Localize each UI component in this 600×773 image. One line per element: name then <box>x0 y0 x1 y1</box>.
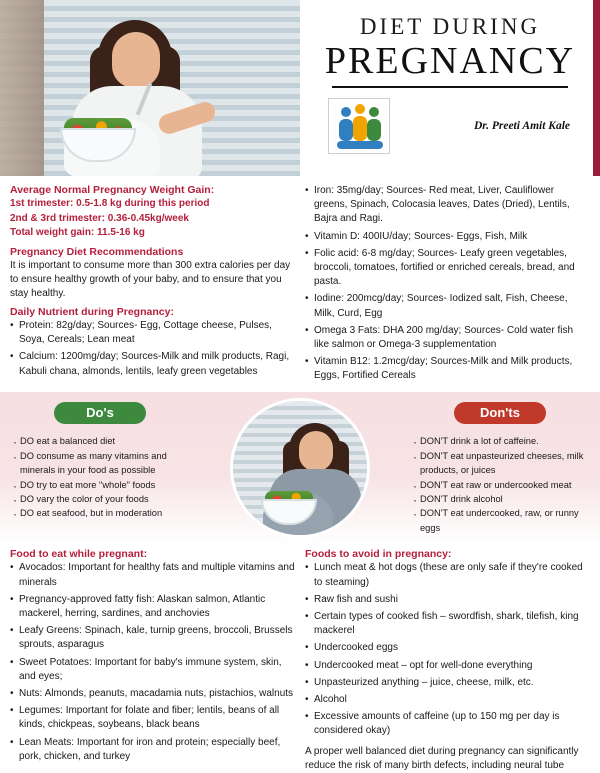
donts-badge: Don'ts <box>454 402 546 424</box>
pregnant-woman-illustration <box>38 16 248 176</box>
dos-and-donts-band <box>0 392 600 544</box>
list-item: • Vitamin B12: 1.2mcg/day; Sources-Milk and Milk products, Eggs, Fortified Cereals <box>305 355 590 383</box>
list-item: · DON'T eat unpasteurized cheeses, milk products, or juices <box>412 449 588 478</box>
list-item: · DO eat a balanced diet <box>12 434 188 448</box>
list-item: • Omega 3 Fats: DHA 200 mg/day; Sources- Cold water fish like salmon or Omega-3 supplementation <box>305 324 590 352</box>
header-photo <box>0 0 300 176</box>
list-item: • Pregnancy-approved fatty fish: Alaskan salmon, Atlantic mackerel, herring, sardines, and anchovies <box>10 593 295 621</box>
weight-gain-line-2: 2nd & 3rd trimester: 0.36-0.45kg/week <box>10 212 189 224</box>
diet-recommendations-body: It is important to consume more than 300 extra calories per day to ensure healthy growth of your baby, and to ensure that you stay healthy. <box>10 259 291 299</box>
list-item: • Undercooked eggs <box>305 641 590 655</box>
list-item: • Raw fish and sushi <box>305 593 590 607</box>
list-item: • Protein: 82g/day; Sources- Egg, Cottage cheese, Pulses, Soya, Cereals; Lean meat <box>10 319 295 347</box>
list-item: • Folic acid: 6-8 mg/day; Sources- Leafy green vegetables, broccoli, tomatoes, fortified or enriched cereals, bread, and pasta. <box>305 247 590 290</box>
dos-list <box>12 434 188 520</box>
list-item: · DO vary the color of your foods <box>12 492 188 506</box>
dos-badge: Do's <box>54 402 146 424</box>
donts-column <box>400 402 600 535</box>
list-item: • Vitamin D: 400IU/day; Sources- Eggs, Fish, Milk <box>305 230 590 244</box>
list-item: • Calcium: 1200mg/day; Sources-Milk and milk products, Ragi, Kabuli chana, almonds, lentils, leafy green vegetables <box>10 350 295 378</box>
list-item: · DON'T eat raw or undercooked meat <box>412 478 588 492</box>
title-divider <box>332 86 568 88</box>
list-item: · DON'T drink alcohol <box>412 492 588 506</box>
foods-to-eat-heading: Food to eat while pregnant: <box>10 548 148 561</box>
list-item: • Alcohol <box>305 693 590 707</box>
list-item: · DON'T eat undercooked, raw, or runny eggs <box>412 506 588 535</box>
list-item: • Legumes: Important for folate and fiber; lentils, beans of all kinds, chickpeas, soybeans, black beans <box>10 704 295 732</box>
nutrition-right-column <box>305 184 590 386</box>
foods-to-avoid-heading: Foods to avoid in pregnancy: <box>305 548 452 561</box>
clinic-logo <box>328 98 390 154</box>
list-item: • Iron: 35mg/day; Sources- Red meat, Liver, Cauliflower greens, Spinach, Colocasia leaves, Dates (Dried), Lentils, Bajra and Ragi. <box>305 184 590 227</box>
closing-note: A proper well balanced diet during pregnancy can significantly reduce the risk of many birth defects, including neural tube <box>305 745 579 771</box>
weight-gain-line-1: 1st trimester: 0.5-1.8 kg during this period <box>10 198 210 209</box>
donts-list <box>412 434 588 535</box>
daily-nutrient-list <box>10 319 295 379</box>
list-item: • Nuts: Almonds, peanuts, macadamia nuts, pistachios, walnuts <box>10 687 295 701</box>
list-item: • Avocados: Important for healthy fats and multiple vitamins and minerals <box>10 561 295 589</box>
list-item: · DON'T drink a lot of caffeine. <box>412 434 588 448</box>
list-item: • Undercooked meat – opt for well-done everything <box>305 659 590 673</box>
people-logo-icon <box>329 99 389 153</box>
nutrition-overview-section <box>0 176 600 392</box>
daily-nutrient-heading: Daily Nutrient during Pregnancy: <box>10 306 174 319</box>
list-item: • Sweet Potatoes: Important for baby's immune system, skin, and eyes; <box>10 656 295 684</box>
author-row <box>314 98 586 154</box>
center-circular-photo <box>230 398 370 538</box>
list-item: • Certain types of cooked fish – swordfish, shark, tilefish, king mackerel <box>305 610 590 638</box>
list-item: · DO eat seafood, but in moderation <box>12 506 188 520</box>
list-item: • Leafy Greens: Spinach, kale, turnip greens, broccoli, Brussels sprouts, asparagus <box>10 624 295 652</box>
diet-recommendations-heading: Pregnancy Diet Recommendations <box>10 245 184 258</box>
poster-header <box>0 0 600 176</box>
list-item: · DO try to eat more "whole" foods <box>12 478 188 492</box>
list-item: • Iodine: 200mcg/day; Sources- Iodized salt, Fish, Cheese, Milk, Curd, Egg <box>305 292 590 320</box>
foods-to-eat-list <box>10 561 295 763</box>
doctor-name: Dr. Preeti Amit Kale <box>473 119 570 132</box>
weight-gain-heading: Average Normal Pregnancy Weight Gain: <box>10 184 215 196</box>
weight-gain-line-3: Total weight gain: 11.5-16 kg <box>10 227 145 238</box>
foods-section <box>0 544 600 772</box>
foods-to-eat-column <box>10 548 295 772</box>
list-item: · DO consume as many vitamins and minerals in your food as possible <box>12 449 188 478</box>
foods-to-avoid-list <box>305 561 590 738</box>
daily-nutrient-list-right <box>305 184 590 383</box>
dos-column <box>0 402 200 535</box>
list-item: • Excessive amounts of caffeine (up to 150 mg per day is considered okay) <box>305 710 590 738</box>
pregnant-woman-eating-illustration <box>249 417 365 538</box>
list-item: • Unpasteurized anything – juice, cheese, milk, etc. <box>305 676 590 690</box>
list-item: • Lunch meat & hot dogs (these are only safe if they're cooked to steaming) <box>305 561 590 589</box>
list-item: • Lean Meats: Important for iron and protein; especially beef, pork, chicken, and turkey <box>10 736 295 764</box>
nutrition-left-column <box>10 184 295 386</box>
header-right-accent-bar <box>593 0 600 176</box>
poster-title-sub: PREGNANCY <box>324 40 576 82</box>
poster-title-main: DIET DURING <box>359 14 541 39</box>
foods-to-avoid-column <box>305 548 590 772</box>
header-title-block <box>300 0 600 176</box>
